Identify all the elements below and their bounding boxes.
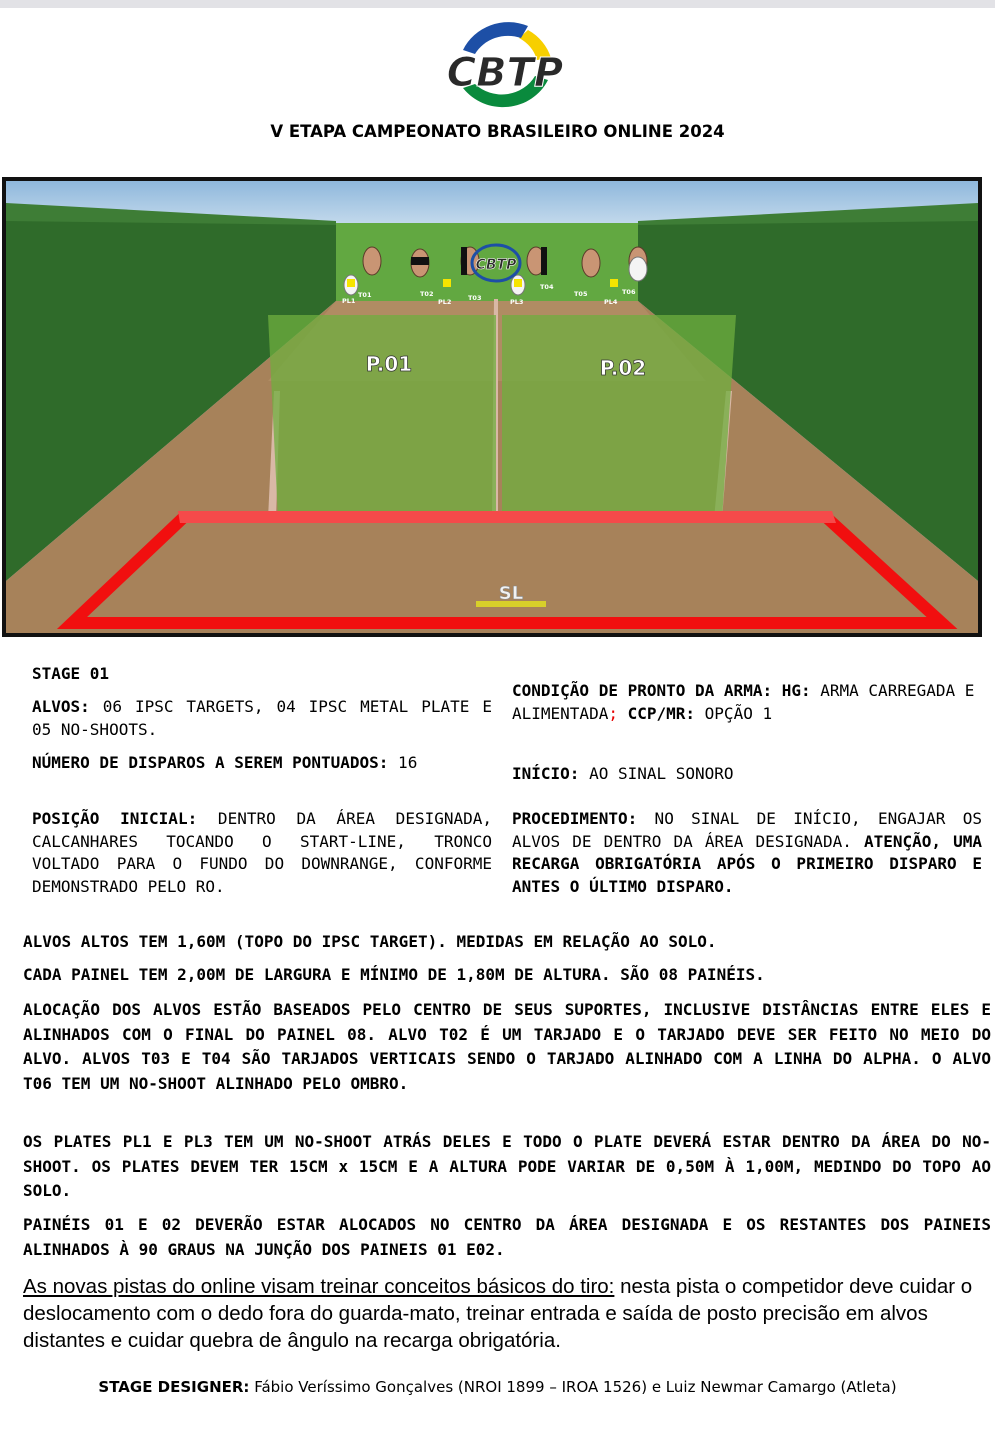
posicao-value: DENTRO DA ÁREA DESIGNADA, CALCANHARES TOCANDO O START-LINE, TRONCO VOLTADO PARA O FUNDO DO DOWNRANGE, CONFORME DEMONSTRADO PELO RO. <box>32 809 493 896</box>
plate-pl3 <box>514 279 522 287</box>
brief-posicao <box>32 808 492 898</box>
alvos-label: ALVOS: <box>32 697 90 716</box>
label-t04: T04 <box>540 283 554 291</box>
condicao-label: CONDIÇÃO DE PRONTO DA ARMA: <box>512 681 773 700</box>
disparos-value: 16 <box>388 753 418 772</box>
label-t05: T05 <box>574 290 588 298</box>
panel-label-p02: P.02 <box>599 356 647 380</box>
procedimento-warning: ATENÇÃO, UMA RECARGA OBRIGATÓRIA APÓS O PRIMEIRO DISPARO E ANTES O ÚLTIMO DISPARO. <box>512 831 982 896</box>
start-line-label: SL <box>498 583 524 604</box>
page-title: V ETAPA CAMPEONATO BRASILEIRO ONLINE 2024 <box>270 122 725 141</box>
panel-p02 <box>502 315 736 519</box>
panel-label-p01: P.01 <box>365 352 413 376</box>
target-t04 <box>527 247 547 275</box>
label-t02: T02 <box>420 290 434 298</box>
label-pl1: PL1 <box>342 297 356 305</box>
panel-p01 <box>268 315 496 519</box>
target-t01 <box>363 247 381 275</box>
label-pl4: PL4 <box>604 298 618 306</box>
label-pl2: PL2 <box>438 298 452 306</box>
intro-underlined: As novas pistas do online visam treinar conceitos básicos do tiro: <box>23 1275 615 1298</box>
label-t06: T06 <box>622 288 636 296</box>
brief-alvos <box>32 696 492 741</box>
designer-value: Fábio Veríssimo Gonçalves (NROI 1899 – IROA 1526) e Luiz Newmar Camargo (Atleta) <box>249 1378 897 1396</box>
label-t01: T01 <box>358 291 372 299</box>
condicao-ccp-label: CCP/MR: <box>617 703 696 723</box>
plate-pl4 <box>610 279 618 287</box>
alvos-value: 06 IPSC TARGETS, 04 IPSC METAL PLATE E 05 NO-SHOOTS. <box>32 697 492 739</box>
intro-rest: nesta pista o competidor deve cuidar o deslocamento com o dedo fora do guarda-mato, treinar entrada e saída de posto precisão em alvos distantes e cuidar quebra de ângulo na recarga obrigatória. <box>23 1275 973 1352</box>
condicao-hg-label: HG: <box>772 681 811 700</box>
designer-label: STAGE DESIGNER: <box>98 1378 250 1396</box>
logo-text: CBTP <box>446 50 564 96</box>
stage-render <box>2 177 982 637</box>
target-t06 <box>629 247 647 281</box>
brief-stage <box>32 663 492 686</box>
brief-condicao <box>512 680 982 725</box>
label-pl3: PL3 <box>510 298 524 306</box>
label-t03: T03 <box>468 294 482 302</box>
note-alvos-altos: ALVOS ALTOS TEM 1,60M (TOPO DO IPSC TARGET). MEDIDAS EM RELAÇÃO AO SOLO. <box>23 932 717 951</box>
stage-render-svg <box>6 181 978 633</box>
note-alocacao: ALOCAÇÃO DOS ALVOS ESTÃO BASEADOS PELO CENTRO DE SEUS SUPORTES, INCLUSIVE DISTÂNCIAS ENTRE ELES E ALINHADOS COM O FINAL DO PAINEL 08. ALVO T02 É UM TARJADO E O TARJADO DEVE SER FEITO NO MEIO DO ALVO. ALVOS T03 E T04 SÃO TARJADOS VERTICAIS SENDO O TARJADO ALINHADO COM A LINHA DO ALPHA. O ALVO T06 TEM UM NO-SHOOT ALINHADO PELO OMBRO. <box>23 1000 991 1093</box>
condicao-hg-value: ARMA CARREGADA E ALIMENTADA <box>512 681 975 723</box>
inicio-value: AO SINAL SONORO <box>579 764 734 783</box>
posicao-label: POSIÇÃO INICIAL: <box>32 809 198 828</box>
note-paineis-centro: PAINÉIS 01 E 02 DEVERÃO ESTAR ALOCADOS NO CENTRO DA ÁREA DESIGNADA E OS RESTANTES DOS PAINEIS ALINHADOS À 90 GRAUS NA JUNÇÃO DOS PAINEIS 01 E02. <box>23 1215 991 1259</box>
plate-pl2 <box>443 279 451 287</box>
brief-inicio <box>512 763 982 786</box>
target-t05 <box>582 249 600 277</box>
plate-pl1 <box>347 279 355 287</box>
procedimento-value: NO SINAL DE INÍCIO, ENGAJAR OS ALVOS DE DENTRO DA ÁREA DESIGNADA. <box>512 809 982 851</box>
brief-disparos <box>32 752 492 775</box>
brief-procedimento <box>512 808 982 898</box>
condicao-separator: ; <box>608 703 618 723</box>
cbtp-logo <box>433 18 578 118</box>
inicio-label: INÍCIO: <box>512 764 580 783</box>
condicao-ccp-value: OPÇÃO 1 <box>695 703 773 723</box>
disparos-label: NÚMERO DE DISPAROS A SEREM PONTUADOS: <box>32 753 389 772</box>
svg-text:CBTP: CBTP <box>475 257 517 273</box>
procedimento-label: PROCEDIMENTO: <box>512 809 638 828</box>
stage-designer <box>0 1378 995 1396</box>
top-edge-bar <box>0 0 995 8</box>
stage-number: STAGE 01 <box>32 664 110 683</box>
intro-paragraph <box>23 1273 983 1354</box>
target-t02 <box>411 249 429 277</box>
note-plates: OS PLATES PL1 E PL3 TEM UM NO-SHOOT ATRÁS DELES E TODO O PLATE DEVERÁ ESTAR DENTRO DA ÁREA DO NO-SHOOT. OS PLATES DEVEM TER 15CM x 15CM E A ALTURA PODE VARIAR DE 0,50M À 1,00M, MEDINDO DO TOPO AO SOLO. <box>23 1132 991 1200</box>
note-paineis: CADA PAINEL TEM 2,00M DE LARGURA E MÍNIMO DE 1,80M DE ALTURA. SÃO 08 PAINÉIS. <box>23 965 765 984</box>
